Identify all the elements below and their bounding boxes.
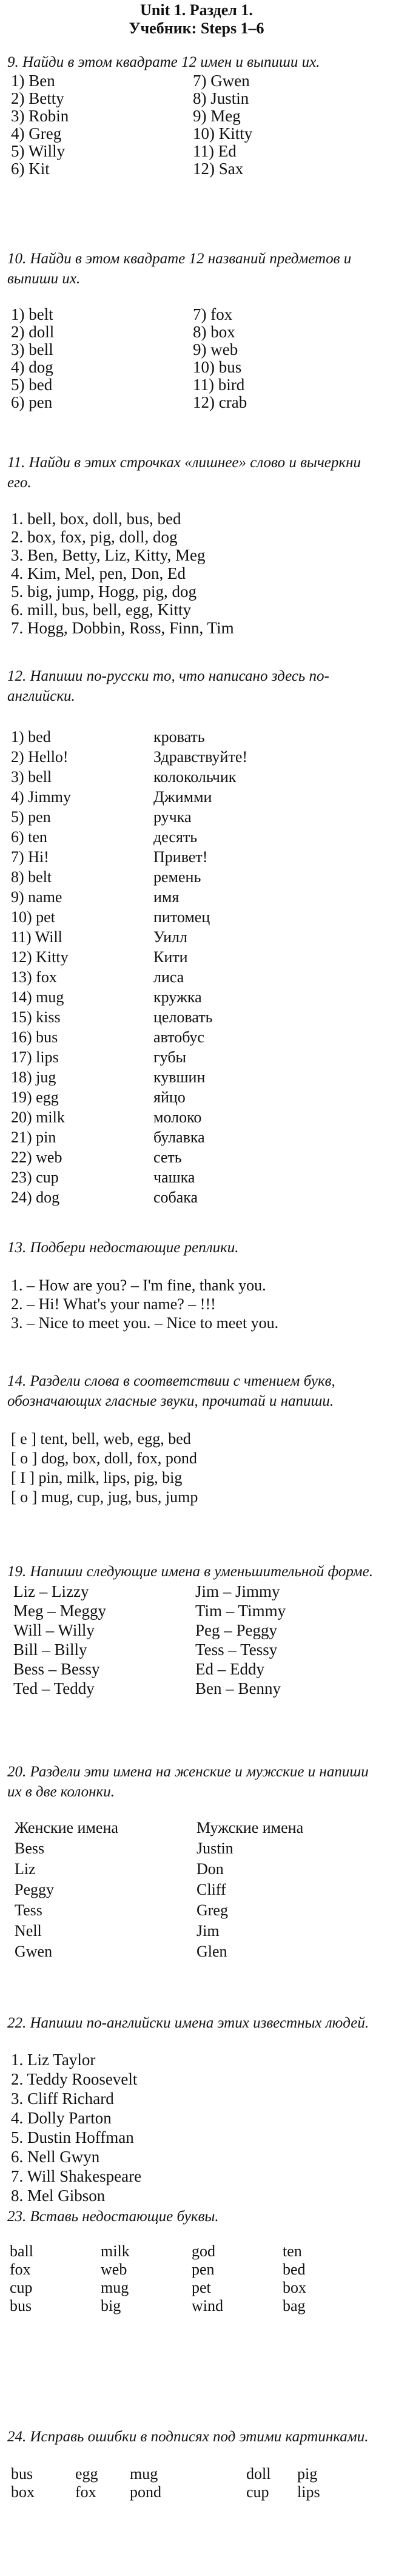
word-cell: bus (10, 2297, 32, 2315)
caption-word: fox (75, 2483, 96, 2501)
answer-item: 7) Gwen (193, 72, 250, 90)
english-word: 22) web (11, 1148, 62, 1166)
name-pair: Bill – Billy (13, 1640, 87, 1659)
word-cell: cup (10, 2279, 33, 2296)
textbook-steps: Учебник: Steps 1–6 (129, 19, 264, 37)
russian-word: имя (153, 888, 180, 906)
famous-person: 7. Will Shakespeare (11, 2167, 142, 2185)
dialogue-line: 2. – Hi! What's your name? – !!! (11, 1295, 216, 1313)
english-word: 2) Hello! (11, 748, 69, 766)
translation-table (11, 727, 383, 1207)
answer-item: 5) Willy (11, 142, 66, 160)
answer-item: 1) belt (11, 305, 53, 323)
english-word: 5) pen (11, 808, 51, 826)
name-cell: Gwen (15, 1943, 53, 1960)
russian-word: собака (153, 1189, 198, 1206)
name-cell: Don (196, 1860, 224, 1878)
name-pair: Jim – Jimmy (195, 1582, 280, 1600)
word-cell: web (101, 2261, 127, 2278)
word-cell: fox (10, 2261, 31, 2278)
english-word: 11) Will (11, 928, 62, 946)
famous-person: 1. Liz Taylor (11, 2051, 96, 2069)
name-pair: Ed – Eddy (195, 1660, 264, 1678)
russian-word: Уилл (153, 928, 187, 946)
english-word: 13) fox (11, 968, 57, 986)
name-cell: Peggy (15, 1881, 54, 1898)
english-word: 3) bell (11, 768, 52, 786)
answer-item: 9) Meg (193, 107, 241, 125)
word-cell: ball (10, 2242, 33, 2260)
english-word: 10) pet (11, 908, 55, 926)
answer-list (11, 510, 383, 637)
answer-line: 5. big, jump, Hogg, pig, dog (11, 582, 197, 601)
answer-item: 9) web (193, 340, 238, 359)
english-word: 12) Kitty (11, 948, 69, 966)
english-word: 16) bus (11, 1028, 58, 1046)
answer-item: 12) crab (193, 393, 247, 411)
word-cell: bag (283, 2297, 306, 2315)
famous-people-list (11, 2050, 383, 2205)
name-cell: Bess (15, 1839, 45, 1857)
exercise-title: 10. Найди в этом квадрате 12 названий предметов и выпиши их. (7, 251, 352, 287)
answer-line: 6. mill, bus, bell, egg, Kitty (11, 601, 191, 619)
english-word: 23) cup (11, 1168, 59, 1186)
dialogue-line: 1. – How are you? – I'm fine, thank you. (11, 1276, 266, 1294)
answer-item: 2) Betty (11, 89, 64, 107)
caption-word: doll (246, 2465, 271, 2483)
exercise-title: 14. Раздели слова в соответствии с чтением букв, обозначающих гласные звуки, прочитай и напиши. (7, 1373, 335, 1409)
diminutive-names (13, 1582, 383, 1698)
english-word: 18) jug (11, 1068, 56, 1086)
russian-word: молоко (153, 1108, 202, 1126)
english-word: 24) dog (11, 1189, 60, 1206)
answer-line: 2. box, fox, pig, doll, dog (11, 528, 178, 546)
word-cell: wind (192, 2297, 223, 2315)
vowel-line: [ o ] dog, box, doll, fox, pond (11, 1449, 197, 1467)
name-pair: Meg – Meggy (13, 1602, 106, 1620)
russian-word: колокольчик (153, 768, 237, 786)
word-cell: milk (101, 2242, 130, 2260)
russian-word: питомец (153, 908, 210, 926)
word-cell: mug (101, 2279, 129, 2296)
unit-title: Unit 1. Раздел 1. (140, 1, 253, 19)
russian-word: автобус (153, 1028, 204, 1046)
name-pair: Will – Willy (13, 1621, 95, 1639)
word-cell: pet (192, 2279, 211, 2296)
name-pair: Tess – Tessy (195, 1640, 278, 1659)
dialogue-line: 3. – Nice to meet you. – Nice to meet you. (11, 1314, 279, 1332)
russian-word: Кити (153, 948, 188, 966)
missing-letters-grid (10, 2242, 383, 2315)
english-word: 8) belt (11, 868, 52, 886)
name-cell: Liz (15, 1860, 36, 1878)
name-pair: Tim – Timmy (195, 1602, 286, 1620)
answer-item: 3) Robin (11, 107, 69, 125)
russian-word: Привет! (153, 848, 208, 866)
russian-word: кружка (153, 988, 202, 1006)
caption-word: mug (130, 2465, 158, 2483)
vowel-groups (11, 1429, 383, 1507)
answer-item: 6) Kit (11, 160, 50, 178)
exercise-12 (0, 666, 393, 1207)
answer-item: 8) box (193, 323, 235, 341)
english-word: 6) ten (11, 828, 47, 846)
exercise-14 (0, 1371, 393, 1507)
exercise-title: 24. Исправь ошибки в подписях под этими картинками. (7, 2429, 369, 2445)
english-word: 17) lips (11, 1048, 59, 1066)
answer-line: 7. Hogg, Dobbin, Ross, Finn, Tim (11, 619, 234, 637)
name-cell: Jim (196, 1922, 220, 1940)
exercise-23-title: 23. Вставь недостающие буквы. (7, 2208, 219, 2225)
answer-line: 4. Kim, Mel, pen, Don, Ed (11, 564, 186, 582)
answer-item: 10) bus (193, 358, 242, 376)
answer-item: 3) bell (11, 340, 53, 359)
answer-item: 11) bird (193, 376, 245, 394)
answer-item: 7) fox (193, 305, 233, 323)
answer-item: 6) pen (11, 393, 53, 411)
answer-item: 10) Kitty (193, 124, 253, 143)
word-cell: box (283, 2279, 306, 2296)
english-word: 19) egg (11, 1088, 59, 1106)
column-header-female: Женские имена (15, 1819, 118, 1836)
russian-word: лиса (153, 968, 184, 986)
name-cell: Justin (196, 1839, 233, 1857)
russian-word: булавка (153, 1128, 205, 1146)
answer-item: 1) Ben (11, 72, 55, 90)
exercise-10 (0, 249, 393, 411)
russian-word: кувшин (153, 1068, 206, 1086)
caption-word: lips (297, 2483, 320, 2501)
exercise-24 (0, 2427, 393, 2501)
exercise-title: 20. Раздели эти имена на женские и мужские и напиши их в две колонки. (7, 1764, 369, 1800)
name-cell: Nell (15, 1922, 42, 1940)
exercise-22 (0, 2013, 393, 2315)
gender-columns (15, 1818, 383, 1962)
russian-word: сеть (153, 1148, 182, 1166)
caption-word: pig (297, 2465, 318, 2483)
name-pair: Bess – Bessy (13, 1660, 100, 1678)
exercise-title: 13. Подбери недостающие реплики. (7, 1239, 239, 1256)
caption-word: pond (130, 2483, 161, 2501)
exercise-20 (0, 1762, 393, 1962)
russian-word: кровать (153, 728, 205, 746)
answer-grid (11, 306, 383, 411)
famous-person: 2. Teddy Roosevelt (11, 2070, 138, 2088)
english-word: 20) milk (11, 1108, 65, 1126)
vowel-line: [ I ] pin, milk, lips, pig, big (11, 1469, 183, 1486)
name-cell: Tess (15, 1901, 42, 1919)
caption-word: box (11, 2483, 35, 2501)
word-cell: ten (283, 2242, 302, 2260)
vowel-line: [ o ] mug, cup, jug, bus, jump (11, 1488, 198, 1506)
word-cell: big (101, 2297, 121, 2315)
dialogue (11, 1276, 383, 1332)
famous-person: 4. Dolly Parton (11, 2109, 112, 2127)
russian-word: Джимми (153, 788, 212, 806)
name-pair: Ben – Benny (195, 1679, 281, 1698)
answer-line: 1. bell, box, doll, bus, bed (11, 510, 181, 528)
exercise-title: 11. Найди в этих строчках «лишнее» слово и вычеркни его. (7, 454, 361, 491)
english-word: 9) name (11, 888, 62, 906)
russian-word: чашка (153, 1168, 195, 1186)
answer-line: 3. Ben, Betty, Liz, Kitty, Meg (11, 546, 206, 564)
answer-grid (11, 72, 383, 178)
answer-item: 4) Greg (11, 124, 62, 143)
exercise-11 (0, 453, 393, 637)
exercise-9 (0, 52, 393, 178)
name-cell: Glen (196, 1943, 227, 1960)
name-pair: Ted – Teddy (13, 1679, 95, 1698)
russian-word: десять (153, 828, 198, 846)
english-word: 4) Jimmy (11, 788, 71, 806)
exercise-title: 12. Напиши по-русски то, что написано здесь по-английски. (7, 668, 329, 704)
answer-item: 4) dog (11, 358, 53, 376)
page-header (0, 0, 393, 38)
caption-word: egg (75, 2465, 98, 2483)
russian-word: яйцо (153, 1088, 186, 1106)
famous-person: 8. Mel Gibson (11, 2187, 106, 2205)
answer-item: 12) Sax (193, 160, 244, 178)
captions-grid (11, 2465, 383, 2501)
exercise-19 (0, 1562, 393, 1698)
name-pair: Liz – Lizzy (13, 1582, 89, 1600)
column-header-male: Мужские имена (196, 1819, 304, 1836)
name-pair: Peg – Peggy (195, 1621, 277, 1639)
famous-person: 5. Dustin Hoffman (11, 2128, 134, 2146)
answer-item: 2) doll (11, 323, 55, 341)
famous-person: 3. Cliff Richard (11, 2089, 114, 2108)
english-word: 15) kiss (11, 1008, 61, 1026)
answer-item: 5) bed (11, 376, 53, 394)
russian-word: губы (153, 1048, 187, 1066)
word-cell: pen (192, 2261, 215, 2278)
caption-word: cup (246, 2483, 269, 2501)
russian-word: Здравствуйте! (153, 748, 248, 766)
word-cell: god (192, 2242, 215, 2260)
russian-word: целовать (153, 1008, 213, 1026)
english-word: 21) pin (11, 1128, 56, 1146)
vowel-line: [ e ] tent, bell, web, egg, bed (11, 1430, 191, 1448)
russian-word: ручка (153, 808, 192, 826)
name-cell: Greg (196, 1901, 228, 1919)
english-word: 7) Hi! (11, 848, 49, 866)
exercise-title: 19. Напиши следующие имена в уменьшительной форме. (7, 1563, 373, 1580)
russian-word: ремень (153, 868, 201, 886)
name-cell: Cliff (196, 1881, 226, 1898)
exercise-title: 9. Найди в этом квадрате 12 имен и выпиши их. (7, 54, 320, 70)
caption-word: bus (11, 2465, 33, 2483)
english-word: 1) bed (11, 728, 51, 746)
word-cell: bed (283, 2261, 306, 2278)
answer-item: 8) Justin (193, 89, 249, 107)
famous-person: 6. Nell Gwyn (11, 2148, 100, 2166)
exercise-13 (0, 1238, 393, 1332)
english-word: 14) mug (11, 988, 64, 1006)
exercise-title: 22. Напиши по-английски имена этих известных людей. (7, 2015, 369, 2031)
answer-item: 11) Ed (193, 142, 237, 160)
